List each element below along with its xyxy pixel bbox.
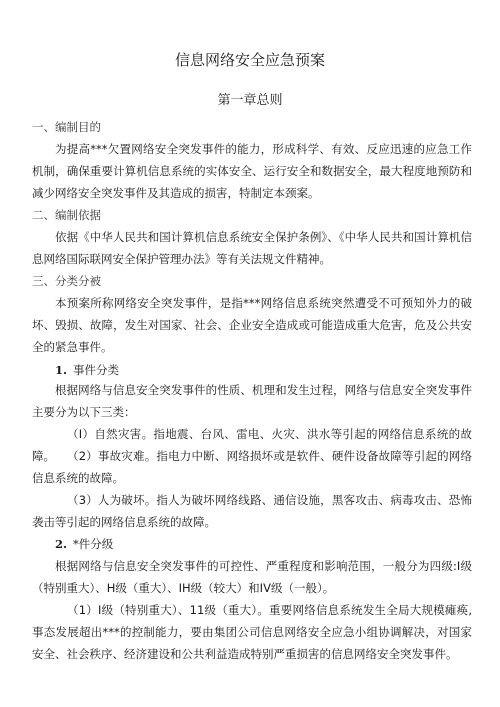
paragraph-classification: 本预案所称网络安全突发事件，是指***网络信息系统突然遭受不可预知外力的破坏、毁损、故障，发生对国家、社会、企业安全造成或可能造成重大危害，危及公共安全的紧急事件。 xyxy=(32,296,472,354)
document-title: 信息网络安全应急预案 xyxy=(174,51,325,69)
subsection-number: 2. xyxy=(55,537,68,551)
subsection-label: 事件分类 xyxy=(73,363,120,377)
list-item-level-one: （1）I级（特别重大）、11级（重大）。重要网络信息系统发生全局大规模瘫痪,事态发展超出***的控制能力，要由集团公司信息网络安全应急小组协调解决，对国家安全、社会秩序、经济建设和公共利益造成特别严重损害的信息网络安全突发事件。 xyxy=(32,603,472,661)
paragraph-basis: 依据《中华人民共和国计算机信息系统安全保护条例》、《中华人民共和国计算机信息网络国际联网安全保护管理办法》等有关法规文件精神。 xyxy=(32,230,472,266)
paragraph-event-levels-intro: 根据网络与信息安全突发事件的可控性、严重程度和影响范围，一般分为四级:I级（特别重大）、H级（重大）、IH级（较大）和IV级（一般）。 xyxy=(32,559,472,595)
subsection-label: *件分级 xyxy=(73,537,114,551)
list-item-sabotage: （3）人为破坏。指人为破坏网络线路、通信设施，黑客攻击、病毒攻击、恐怖袭击等引起的网络信息系统的故障。 xyxy=(32,493,472,529)
subsection-number: 1. xyxy=(55,363,68,377)
chapter-heading: 第一章总则 xyxy=(217,93,283,108)
paragraph-event-types-intro: 根据网络与信息安全突发事件的性质、机理和发生过程，网络与信息安全突发事件主要分为以下三类： xyxy=(32,383,472,419)
paragraph-purpose: 为提高***欠置网络安全突发事件的能力，形成科学、有效、反应迅速的应急工作机制，确保重要计算机信息系统的实体安全、运行安全和数据安全，最大程度地预防和减少网络安全突发事件及其造成的损害，特制定本颈案。 xyxy=(32,142,472,200)
list-item-accident: （2）事故灾难。指电力中断、网络损坏或是软件、硬件设备故障等引起的网络信息系统的故障。 xyxy=(32,449,472,485)
section-heading-classification: 三、分类分被 xyxy=(32,274,101,288)
list-item-natural-disaster: （I）自然灾害。指地震、台风、雷电、火灾、洪水等引起的网络信息系统的故障。 xyxy=(32,427,472,463)
section-heading-purpose: 一、编制目的 xyxy=(32,120,101,134)
section-heading-basis: 二、编制依据 xyxy=(32,208,101,222)
subsection-heading-event-types xyxy=(55,361,475,379)
subsection-heading-event-levels xyxy=(55,535,475,553)
